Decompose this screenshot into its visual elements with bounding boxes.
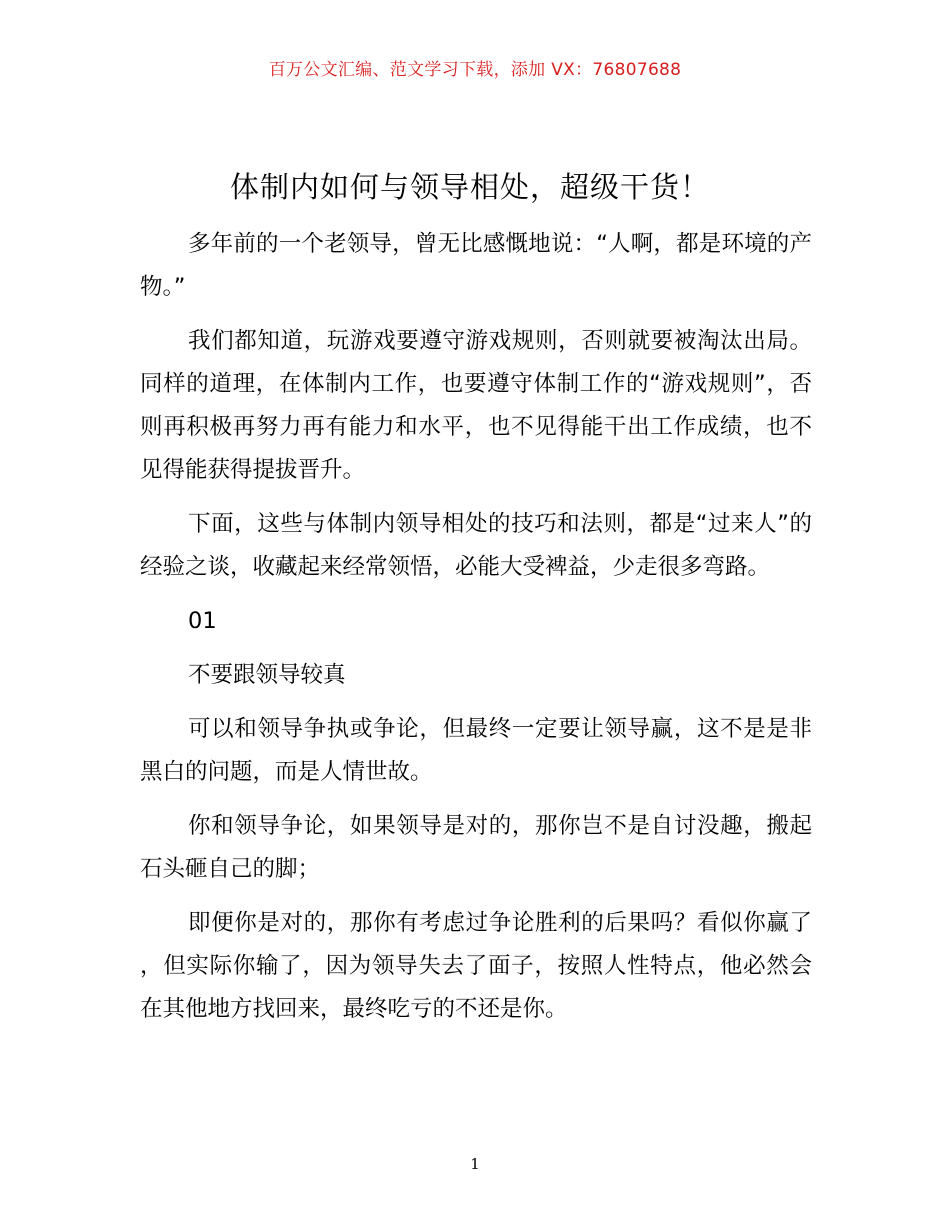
document-body <box>140 223 812 1042</box>
header-banner: 百万公文汇编、范文学习下载，添加 VX：76807688 <box>268 60 682 80</box>
paragraph: 我们都知道，玩游戏要遵守游戏规则，否则就要被淘汰出局。同样的道理，在体制内工作，也要遵守体制工作的“游戏规则”，否则再积极再努力再有能力和水平，也不见得能干出工作成绩，也不见得能获得提拔晋升。 <box>140 328 812 483</box>
document-title: 体制内如何与领导相处，超级干货！ <box>229 170 710 204</box>
paragraph: 可以和领导争执或争论，但最终一定要让领导赢，这不是是非黑白的问题，而是人情世故。 <box>140 716 812 785</box>
paragraph: 下面，这些与体制内领导相处的技巧和法则，都是“过来人”的经验之谈，收藏起来经常领悟，必能大受裨益，少走很多弯路。 <box>140 511 812 580</box>
page-number: 1 <box>470 1155 480 1173</box>
paragraph: 你和领导争论，如果领导是对的，那你岂不是自讨没趣，搬起石头砸自己的脚； <box>140 813 812 882</box>
section-heading: 不要跟领导较真 <box>188 662 346 688</box>
paragraph: 多年前的一个老领导，曾无比感慨地说：“人啊，都是环境的产物。” <box>140 231 812 300</box>
paragraph: 即便你是对的，那你有考虑过争论胜利的后果吗？看似你赢了，但实际你输了，因为领导失去了面子，按照人性特点，他必然会在其他地方找回来，最终吃亏的不还是你。 <box>140 910 812 1022</box>
section-number: 01 <box>188 608 217 634</box>
